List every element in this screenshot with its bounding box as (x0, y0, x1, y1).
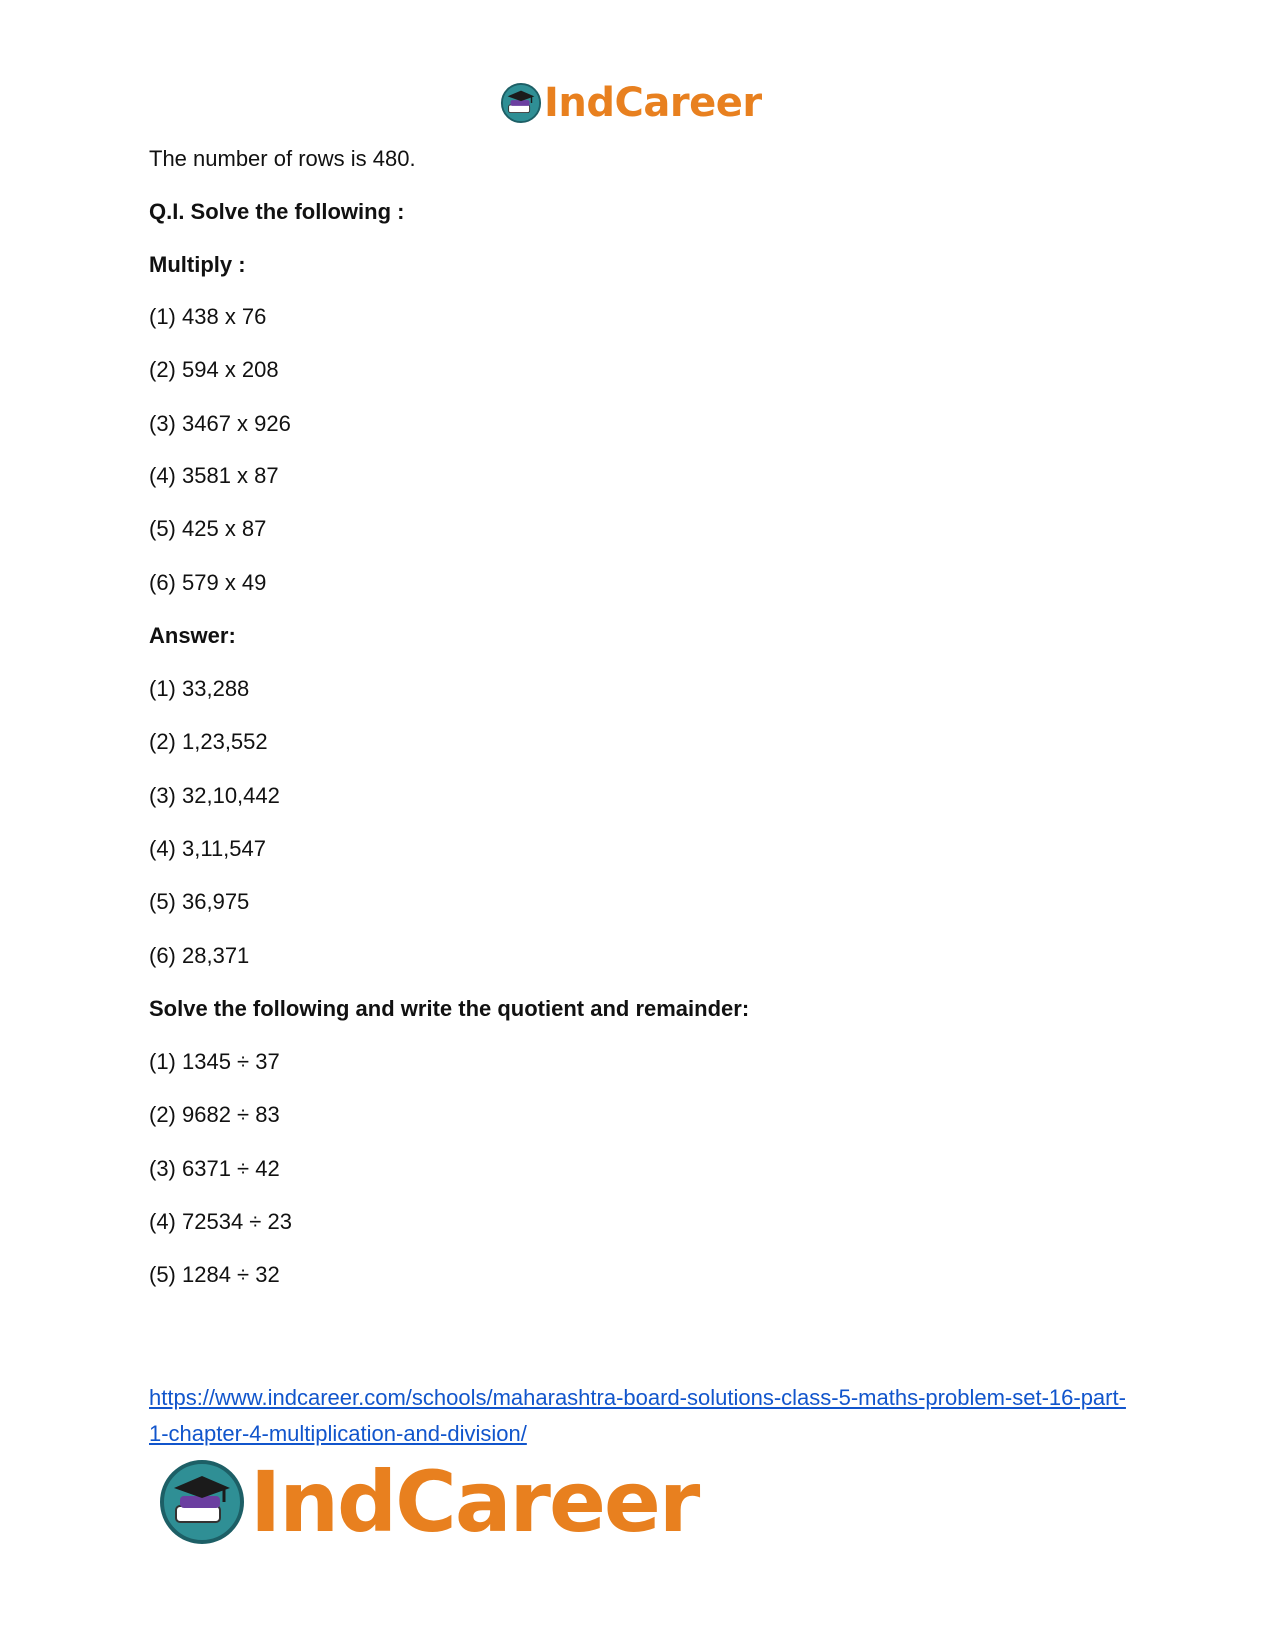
multiply-item-5: (5) 425 x 87 (149, 516, 267, 541)
answer-item-3: (3) 32,10,442 (149, 783, 280, 808)
footer-logo (158, 1452, 698, 1552)
rows-statement: The number of rows is 480. (149, 146, 416, 171)
multiply-heading: Multiply : (149, 252, 246, 277)
answer-heading: Answer: (149, 623, 236, 648)
multiply-item-2: (2) 594 x 208 (149, 357, 279, 382)
answer-item-4: (4) 3,11,547 (149, 836, 267, 861)
multiply-item-1: (1) 438 x 76 (149, 304, 267, 329)
division-item-4: (4) 72534 ÷ 23 (149, 1209, 292, 1234)
answer-item-6: (6) 28,371 (149, 943, 250, 968)
brand-wordmark: IndCareer (250, 1453, 699, 1551)
graduation-book-icon (158, 1458, 246, 1546)
division-heading: Solve the following and write the quotient and remainder: (149, 996, 750, 1021)
brand-wordmark: IndCareer (544, 80, 762, 126)
answer-item-1: (1) 33,288 (149, 676, 250, 701)
multiply-item-6: (6) 579 x 49 (149, 570, 267, 595)
multiply-item-4: (4) 3581 x 87 (149, 463, 279, 488)
header-logo (500, 78, 762, 128)
answer-item-2: (2) 1,23,552 (149, 729, 268, 754)
division-item-5: (5) 1284 ÷ 32 (149, 1262, 280, 1287)
graduation-book-icon (500, 82, 542, 124)
question-heading: Q.I. Solve the following : (149, 199, 405, 224)
source-link[interactable]: https://www.indcareer.com/schools/maharashtra-board-solutions-class-5-maths-problem-set-16-part-1-chapter-4-multiplication-and-division/ (149, 1385, 1126, 1446)
answer-item-5: (5) 36,975 (149, 889, 250, 914)
division-item-1: (1) 1345 ÷ 37 (149, 1049, 280, 1074)
division-item-3: (3) 6371 ÷ 42 (149, 1156, 280, 1181)
multiply-item-3: (3) 3467 x 926 (149, 411, 291, 436)
division-item-2: (2) 9682 ÷ 83 (149, 1102, 280, 1127)
